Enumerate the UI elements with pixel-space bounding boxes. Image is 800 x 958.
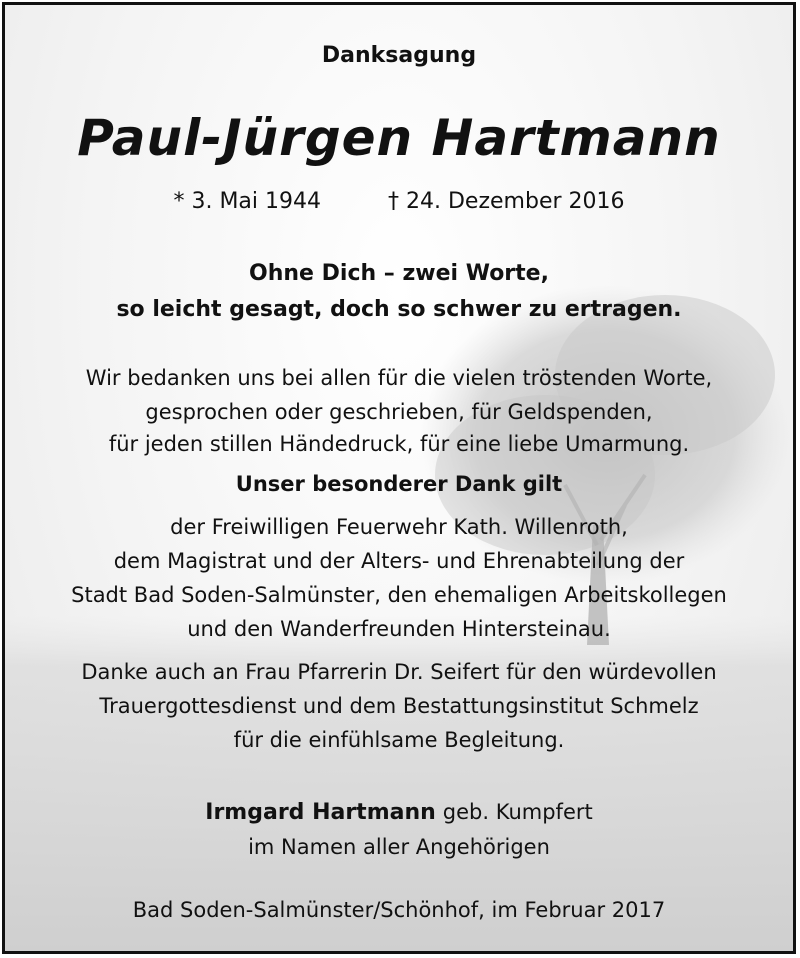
signer: [5, 800, 793, 825]
special-thanks-line: Stadt Bad Soden-Salmünster, den ehemaligen Arbeitskollegen: [71, 583, 727, 607]
life-dates: [5, 189, 793, 214]
deceased-name: Paul-Jürgen Hartmann: [77, 109, 721, 167]
thanks-line: für jeden stillen Händedruck, für eine liebe Umarmung.: [108, 432, 690, 456]
place-and-date: Bad Soden-Salmünster/Schönhof, im Februar 2017: [132, 898, 666, 922]
additional-thanks-line: für die einfühlsame Begleitung.: [233, 728, 565, 752]
thanks-line: Wir bedanken uns bei allen für die vielen tröstenden Worte,: [85, 366, 713, 390]
thanks-line: gesprochen oder geschrieben, für Geldspenden,: [145, 400, 653, 424]
quote-line: Ohne Dich – zwei Worte,: [249, 261, 549, 286]
death-date: † 24. Dezember 2016: [388, 189, 625, 214]
quote-line: so leicht gesagt, doch so schwer zu ertragen.: [116, 297, 682, 322]
special-thanks-heading: Unser besonderer Dank gilt: [235, 472, 563, 496]
signer-behalf: im Namen aller Angehörigen: [248, 835, 550, 859]
signer-maiden-name: geb. Kumpfert: [442, 800, 593, 824]
obituary-card: [2, 2, 796, 954]
additional-thanks-line: Trauergottesdienst und dem Bestattungsinstitut Schmelz: [99, 694, 699, 718]
obituary-text: [5, 5, 793, 951]
special-thanks-line: der Freiwilligen Feuerwehr Kath. Willenroth,: [170, 515, 628, 539]
special-thanks-line: dem Magistrat und der Alters- und Ehrenabteilung der: [113, 549, 685, 573]
additional-thanks-line: Danke auch an Frau Pfarrerin Dr. Seifert für den würdevollen: [81, 660, 717, 684]
special-thanks-line: und den Wanderfreunden Hintersteinau.: [187, 617, 611, 641]
signer-name: Irmgard Hartmann: [205, 800, 436, 825]
birth-date: * 3. Mai 1944: [173, 189, 322, 214]
heading: Danksagung: [321, 43, 477, 68]
